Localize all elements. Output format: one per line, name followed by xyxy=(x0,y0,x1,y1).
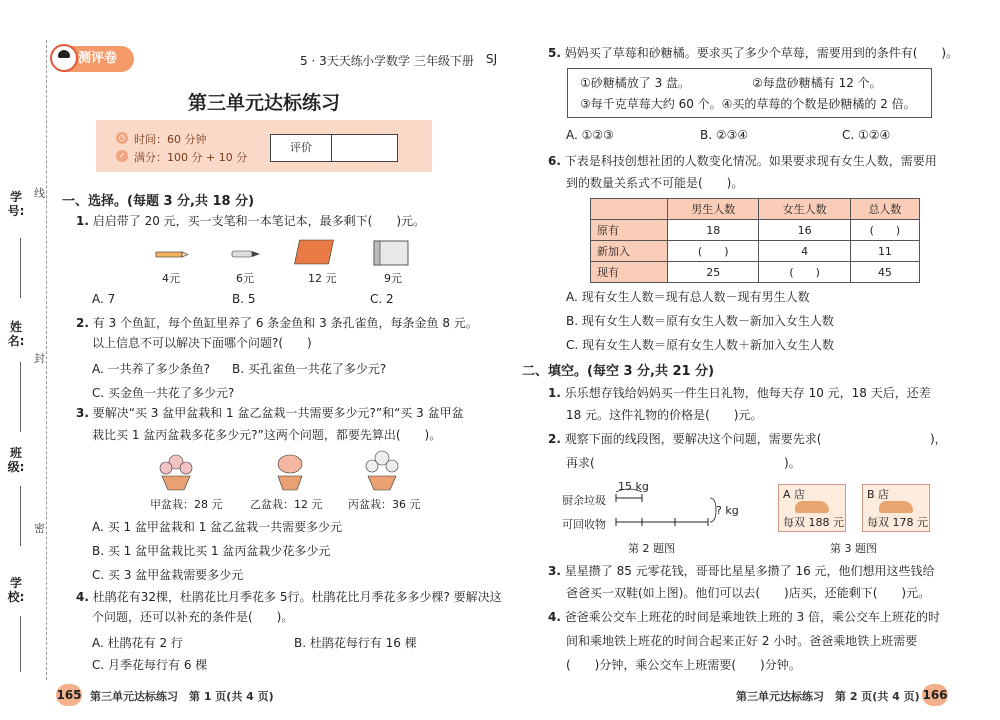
fill-question-1-line2: 18 元。这件礼物的价格是( )元。 xyxy=(566,408,763,422)
q4-option-b[interactable]: B. 杜鹃花每行有 16 棵 xyxy=(294,636,417,650)
potted-plant-a-icon xyxy=(160,455,192,490)
evaluation-box xyxy=(270,134,398,162)
row-label: 原有 xyxy=(591,220,668,241)
evaluation-field[interactable] xyxy=(332,135,397,161)
store-b-name: B 店 xyxy=(867,488,890,501)
fill-question-2-line2-end: )。 xyxy=(784,456,801,470)
question-text: 要解决“买 3 盆甲盆栽和 1 盆乙盆栽一共需要多少元?”和“买 3 盆甲盆 xyxy=(92,406,464,420)
potted-plant-c-icon xyxy=(366,451,398,490)
table-row xyxy=(591,262,920,283)
plant-a-price: 甲盆栽：28 元 xyxy=(150,498,223,511)
book-icon xyxy=(374,241,408,265)
name-field[interactable] xyxy=(20,362,21,432)
question-2-line2: 以上信息不可以解决下面哪个问题?( ) xyxy=(92,336,312,350)
table-header: 男生人数 xyxy=(668,199,759,220)
shoe-icon xyxy=(879,501,913,513)
question-5 xyxy=(548,46,958,60)
q1-option-a[interactable]: A. 7 xyxy=(92,292,116,306)
clock-icon: ◷ xyxy=(116,132,128,144)
school-label: 学校: xyxy=(7,576,25,604)
shoe-icon xyxy=(795,501,829,513)
condition-1: ①砂糖橘放了 3 盘。 xyxy=(580,76,691,90)
fill-question-2 xyxy=(548,432,821,446)
table-cell: 18 xyxy=(668,220,759,241)
plant-c-price: 丙盆栽：36 元 xyxy=(348,498,421,511)
page-title: 第三单元达标练习 xyxy=(188,92,341,114)
question-text: 星星攒了 85 元零花钱，哥哥比星星多攒了 16 元，他们想用这些钱给 xyxy=(564,564,935,578)
table-header: 总人数 xyxy=(850,199,919,220)
fill-question-4-line3: ( )分钟，乘公交车上班需要( )分钟。 xyxy=(566,658,801,672)
question-6-line2: 到的数量关系式不可能是( )。 xyxy=(566,176,744,190)
fill-question-4 xyxy=(548,610,940,624)
question-number: 3. xyxy=(548,564,561,578)
cut-mark-fold: 密 xyxy=(34,522,45,535)
line-segment-diagram xyxy=(612,486,722,532)
table-cell: 45 xyxy=(850,262,919,283)
condition-2: ②每盘砂糖橘有 12 个。 xyxy=(752,76,882,90)
question-4 xyxy=(76,590,502,604)
conditions-box xyxy=(567,68,932,118)
q3-option-b[interactable]: B. 买 1 盆甲盆栽比买 1 盆丙盆栽少花多少元 xyxy=(92,544,331,558)
condition-3-4: ③每千克草莓大约 60 个。④买的草莓的个数是砂糖橘的 2 倍。 xyxy=(580,97,916,111)
store-a-price: 每双 188 元 xyxy=(783,516,844,529)
table-header-row xyxy=(591,199,920,220)
q3-option-c[interactable]: C. 买 3 盆甲盆栽需要多少元 xyxy=(92,568,244,582)
table-cell-blank[interactable]: ( ) xyxy=(759,262,850,283)
cut-mark-seal: 封 xyxy=(34,352,45,365)
table-cell-blank[interactable]: ( ) xyxy=(668,241,759,262)
q4-option-c[interactable]: C. 月季花每行有 6 棵 xyxy=(92,658,208,672)
question-number: 1. xyxy=(76,214,89,228)
notebook-icon xyxy=(294,240,333,264)
question-6 xyxy=(548,154,937,168)
store-b-card xyxy=(862,484,930,532)
logo-text: 测评卷 xyxy=(78,51,118,66)
figure-3-caption: 第 3 题图 xyxy=(830,542,877,555)
question-text: 下表是科技创想社团的人数变化情况。如果要求现有女生人数，需要用 xyxy=(564,154,937,168)
subject-label: 小学数学 xyxy=(362,54,411,68)
q1-option-b[interactable]: B. 5 xyxy=(232,292,256,306)
question-number: 1. xyxy=(548,386,561,400)
binding-dashed-line xyxy=(46,40,47,680)
plant-b-price: 乙盆栽：12 元 xyxy=(250,498,323,511)
table-cell-blank[interactable]: ( ) xyxy=(850,220,919,241)
class-label: 班级: xyxy=(7,446,25,474)
section-1-title: 一、选择。(每题 3 分,共 18 分) xyxy=(62,194,255,209)
potted-plants-images xyxy=(150,448,420,494)
fill-question-3 xyxy=(548,564,935,578)
table-header: 女生人数 xyxy=(759,199,850,220)
q6-option-a[interactable]: A. 现有女生人数＝现有总人数－现有男生人数 xyxy=(566,290,810,304)
q5-option-c[interactable]: C. ①②④ xyxy=(842,128,891,142)
question-text: 乐乐想存钱给妈妈买一件生日礼物，他每天存 10 元，18 天后，还差 xyxy=(564,386,931,400)
fill-question-4-line2: 间和乘地铁上班花的时间合起来正好 2 小时。爸爸乘地铁上班需要 xyxy=(566,634,918,648)
price-pen: 6元 xyxy=(236,272,254,285)
left-page-footer: 第三单元达标练习 第 1 页(共 4 页) xyxy=(90,690,274,703)
question-number: 6. xyxy=(548,154,561,168)
question-number: 4. xyxy=(548,610,561,624)
fill-question-2-line2: 再求( xyxy=(566,456,595,470)
section-2-title: 二、填空。(每空 3 分,共 21 分) xyxy=(522,364,715,379)
store-a-card xyxy=(778,484,846,532)
school-field[interactable] xyxy=(20,616,21,672)
cut-mark-line: 线 xyxy=(34,187,45,200)
q6-option-c[interactable]: C. 现有女生人数＝原有女生人数＋新加入女生人数 xyxy=(566,338,835,352)
right-page-number: 166 xyxy=(922,684,948,706)
q5-option-a[interactable]: A. ①②③ xyxy=(566,128,614,142)
price-book: 9元 xyxy=(384,272,402,285)
row-label: 现有 xyxy=(591,262,668,283)
full-score: 满分：100 分 + 10 分 xyxy=(134,151,248,164)
fill-question-1 xyxy=(548,386,931,400)
q2-option-a[interactable]: A. 一共养了多少条鱼? xyxy=(92,362,210,376)
table-cell: 4 xyxy=(759,241,850,262)
table-cell: 11 xyxy=(850,241,919,262)
figure-2-caption: 第 2 题图 xyxy=(628,542,675,555)
left-page-number: 165 xyxy=(56,684,82,706)
price-pencil: 4元 xyxy=(162,272,180,285)
question-text: 妈妈买了草莓和砂糖橘。要求买了多少个草莓，需要用到的条件有( )。 xyxy=(564,46,959,60)
store-a-name: A 店 xyxy=(783,488,806,501)
q5-option-b[interactable]: B. ②③④ xyxy=(700,128,749,142)
question-number: 2. xyxy=(548,432,561,446)
table-cell xyxy=(591,199,668,220)
check-icon: ✓ xyxy=(116,150,128,162)
pencil-icon xyxy=(156,252,188,257)
student-id-field[interactable] xyxy=(20,238,21,298)
pen-icon xyxy=(232,251,260,257)
table-cell: 16 xyxy=(759,220,850,241)
question-number: 3. xyxy=(76,406,89,420)
question-2 xyxy=(76,316,478,330)
right-page-footer: 第三单元达标练习 第 2 页(共 4 页) xyxy=(736,690,920,703)
question-text: 启启带了 20 元，买一支笔和一本笔记本，最多剩下( )元。 xyxy=(92,214,426,228)
store-b-price: 每双 178 元 xyxy=(867,516,928,529)
evaluation-label: 评价 xyxy=(271,135,332,161)
q6-option-b[interactable]: B. 现有女生人数＝原有女生人数－新加入女生人数 xyxy=(566,314,834,328)
club-members-table xyxy=(590,198,920,283)
student-id-label: 学号: xyxy=(7,190,25,218)
name-label: 姓名: xyxy=(7,320,25,348)
assessment-logo xyxy=(52,46,134,72)
fill-question-3-line2: 爸爸买一双鞋(如上图)。他们可以去( )店买，还能剩下( )元。 xyxy=(566,586,931,600)
question-text: 有 3 个鱼缸，每个鱼缸里养了 6 条金鱼和 3 条孔雀鱼，每条金鱼 8 元。 xyxy=(92,316,478,330)
question-text: 爸爸乘公交车上班花的时间是乘地铁上班的 3 倍，乘公交车上班花的时 xyxy=(564,610,941,624)
table-row xyxy=(591,220,920,241)
table-cell: 25 xyxy=(668,262,759,283)
question-number: 5. xyxy=(548,46,561,60)
q1-option-c[interactable]: C. 2 xyxy=(370,292,394,306)
series-label: 5 · 3天天练 xyxy=(300,54,363,68)
table-row xyxy=(591,241,920,262)
question-number: 4. xyxy=(76,590,89,604)
question-text: 杜鹃花有32棵，杜鹃花比月季花多 5行。杜鹃花比月季花多多少棵? 要解决这 xyxy=(92,590,502,604)
question-number: 2. xyxy=(76,316,89,330)
edition-label: SJ xyxy=(486,52,498,66)
fill-question-2-blank-end: )， xyxy=(930,432,947,446)
time-limit: 时间：60 分钟 xyxy=(134,133,207,146)
unknown-value-label: ? kg xyxy=(716,504,739,517)
question-text: 观察下面的线段图，要解决这个问题，需要先求( xyxy=(564,432,822,446)
price-notebook: 12 元 xyxy=(308,272,337,285)
q2-option-b[interactable]: B. 买孔雀鱼一共花了多少元? xyxy=(232,362,387,376)
q3-option-a[interactable]: A. 买 1 盆甲盆栽和 1 盆乙盆栽一共需要多少元 xyxy=(92,520,343,534)
grade-label: 三年级下册 xyxy=(414,54,475,68)
class-field[interactable] xyxy=(20,486,21,546)
q4-option-a[interactable]: A. 杜鹃花有 2 行 xyxy=(92,636,183,650)
student-face-icon xyxy=(50,44,78,72)
question-1 xyxy=(76,214,425,228)
q2-option-c[interactable]: C. 买金鱼一共花了多少元? xyxy=(92,386,235,400)
kitchen-waste-label: 厨余垃圾 xyxy=(562,494,606,507)
question-3 xyxy=(76,406,464,420)
recyclable-label: 可回收物 xyxy=(562,518,606,531)
stationery-images xyxy=(150,238,420,268)
question-3-line2: 栽比买 1 盆丙盆栽多花多少元?”这两个问题，都要先算出( )。 xyxy=(92,428,442,442)
potted-plant-b-icon xyxy=(278,455,302,490)
row-label: 新加入 xyxy=(591,241,668,262)
segment-value-label: 15 kg xyxy=(618,480,649,493)
question-4-line2: 个问题，还可以补充的条件是( )。 xyxy=(92,610,294,624)
